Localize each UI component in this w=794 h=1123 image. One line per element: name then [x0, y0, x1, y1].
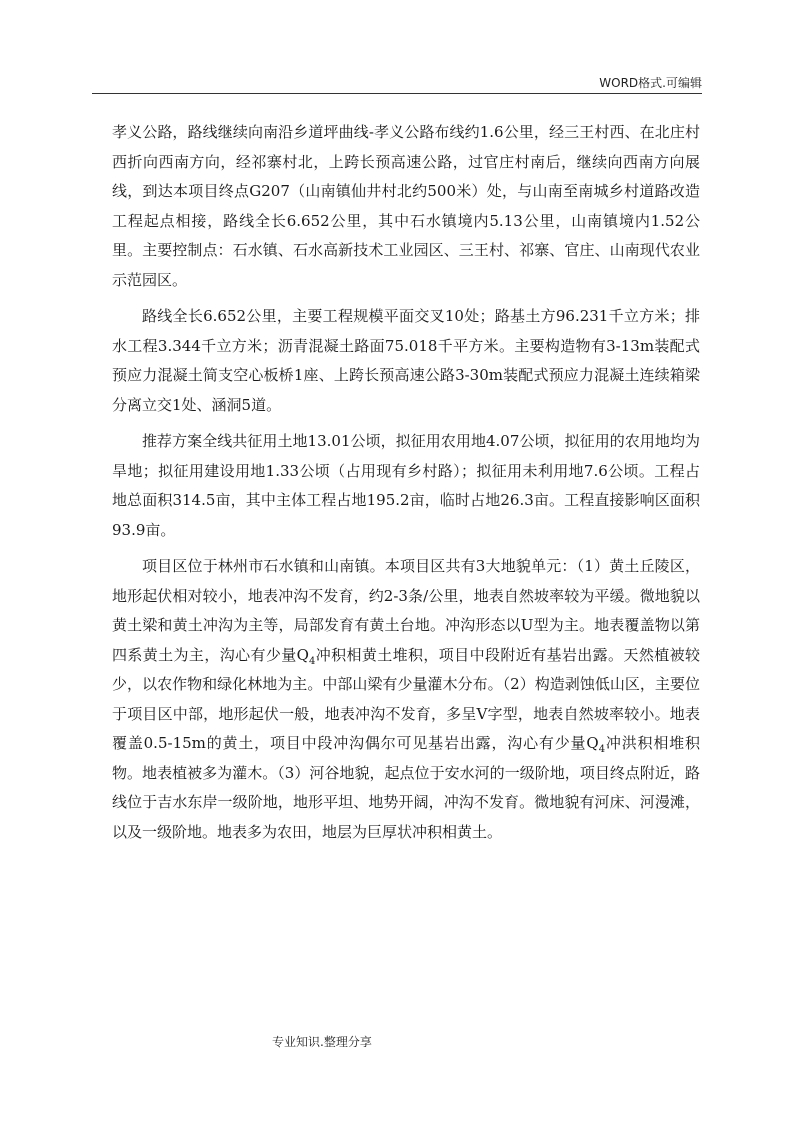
paragraph-land-acquisition: 推荐方案全线共征用土地13.01公顷，拟征用农用地4.07公顷，拟征用的农用地均为旱地；拟征用建设用地1.33公顷（占用现有乡村路）；拟征用未利用地7.6公顷。工程占地总面积314.5亩，其中主体工程占地195.2亩，临时占地26.3亩。工程直接影响区面积93.9亩。 [112, 432, 700, 539]
landform-text-part2: 冲积相黄土堆积，项目中段附近有基岩出露。天然植被较少，以农作物和绿化林地为主。中部山梁有少量灌木分布。（2）构造剥蚀低山区，主要位于项目区中部，地形起伏一般，地表冲沟不发育，多呈V字型，地表自然坡率较小。地表覆盖0.5-15m的黄土，项目中段冲沟偶尔可见基岩出露，沟心有少量Q [112, 645, 700, 752]
page-header: WORD格式.可编辑 [599, 76, 702, 90]
q4-subscript: 4 [598, 744, 606, 755]
paragraph-route-description: 孝义公路，路线继续向南沿乡道坪曲线-孝义公路布线约1.6公里，经三王村西、在北庄村西折向西南方向，经祁寨村北，上跨长预高速公路，过官庄村南后，继续向西南方向展线，到达本项目终点G207（山南镇仙井村北约500米）处，与山南至南城乡村道路改造工程起点相接，路线全长6.652公里，其中石水镇境内5.13公里，山南镇境内1.52公里。主要控制点：石水镇、石水高新技术工业园区、三王村、祁寨、官庄、山南现代农业示范园区。 [112, 123, 700, 289]
paragraph-engineering-scale: 路线全长6.652公里，主要工程规模平面交叉10处；路基土方96.231千立方米；排水工程3.344千立方米；沥青混凝土路面75.018千平方米。主要构造物有3-13m装配式预应力混凝土简支空心板桥1座、上跨长预高速公路3-30m装配式预应力混凝土连续箱梁分离立交1处、涵洞5道。 [112, 307, 700, 414]
landform-text-part3: 冲洪积相堆积物。地表植被多为灌木。（3）河谷地貌，起点位于安水河的一级阶地，项目终点附近，路线位于吉水东岸一级阶地，地形平坦、地势开阔，冲沟不发育。微地貌有河床、河漫滩，以及一级阶地。地表多为农田，地层为巨厚状冲积相黄土。 [112, 734, 700, 841]
paragraph-landform-units [112, 552, 700, 847]
q4-subscript: 4 [308, 655, 316, 667]
landform-text-part1: 项目区位于林州市石水镇和山南镇。本项目区共有3大地貌单元：（1）黄土丘陵区，地形起伏相对较小，地表冲沟不发育，约2-3条/公里，地表自然坡率较为平缓。微地貌以黄土梁和黄土冲沟为主等，局部发育有黄土台地。冲沟形态以U型为主。地表覆盖物以第四系黄土为主，沟心有少量Q [112, 557, 700, 664]
page-footer: 专业知识.整理分享 [272, 1035, 372, 1049]
header-divider [92, 93, 702, 94]
document-body [112, 118, 700, 854]
